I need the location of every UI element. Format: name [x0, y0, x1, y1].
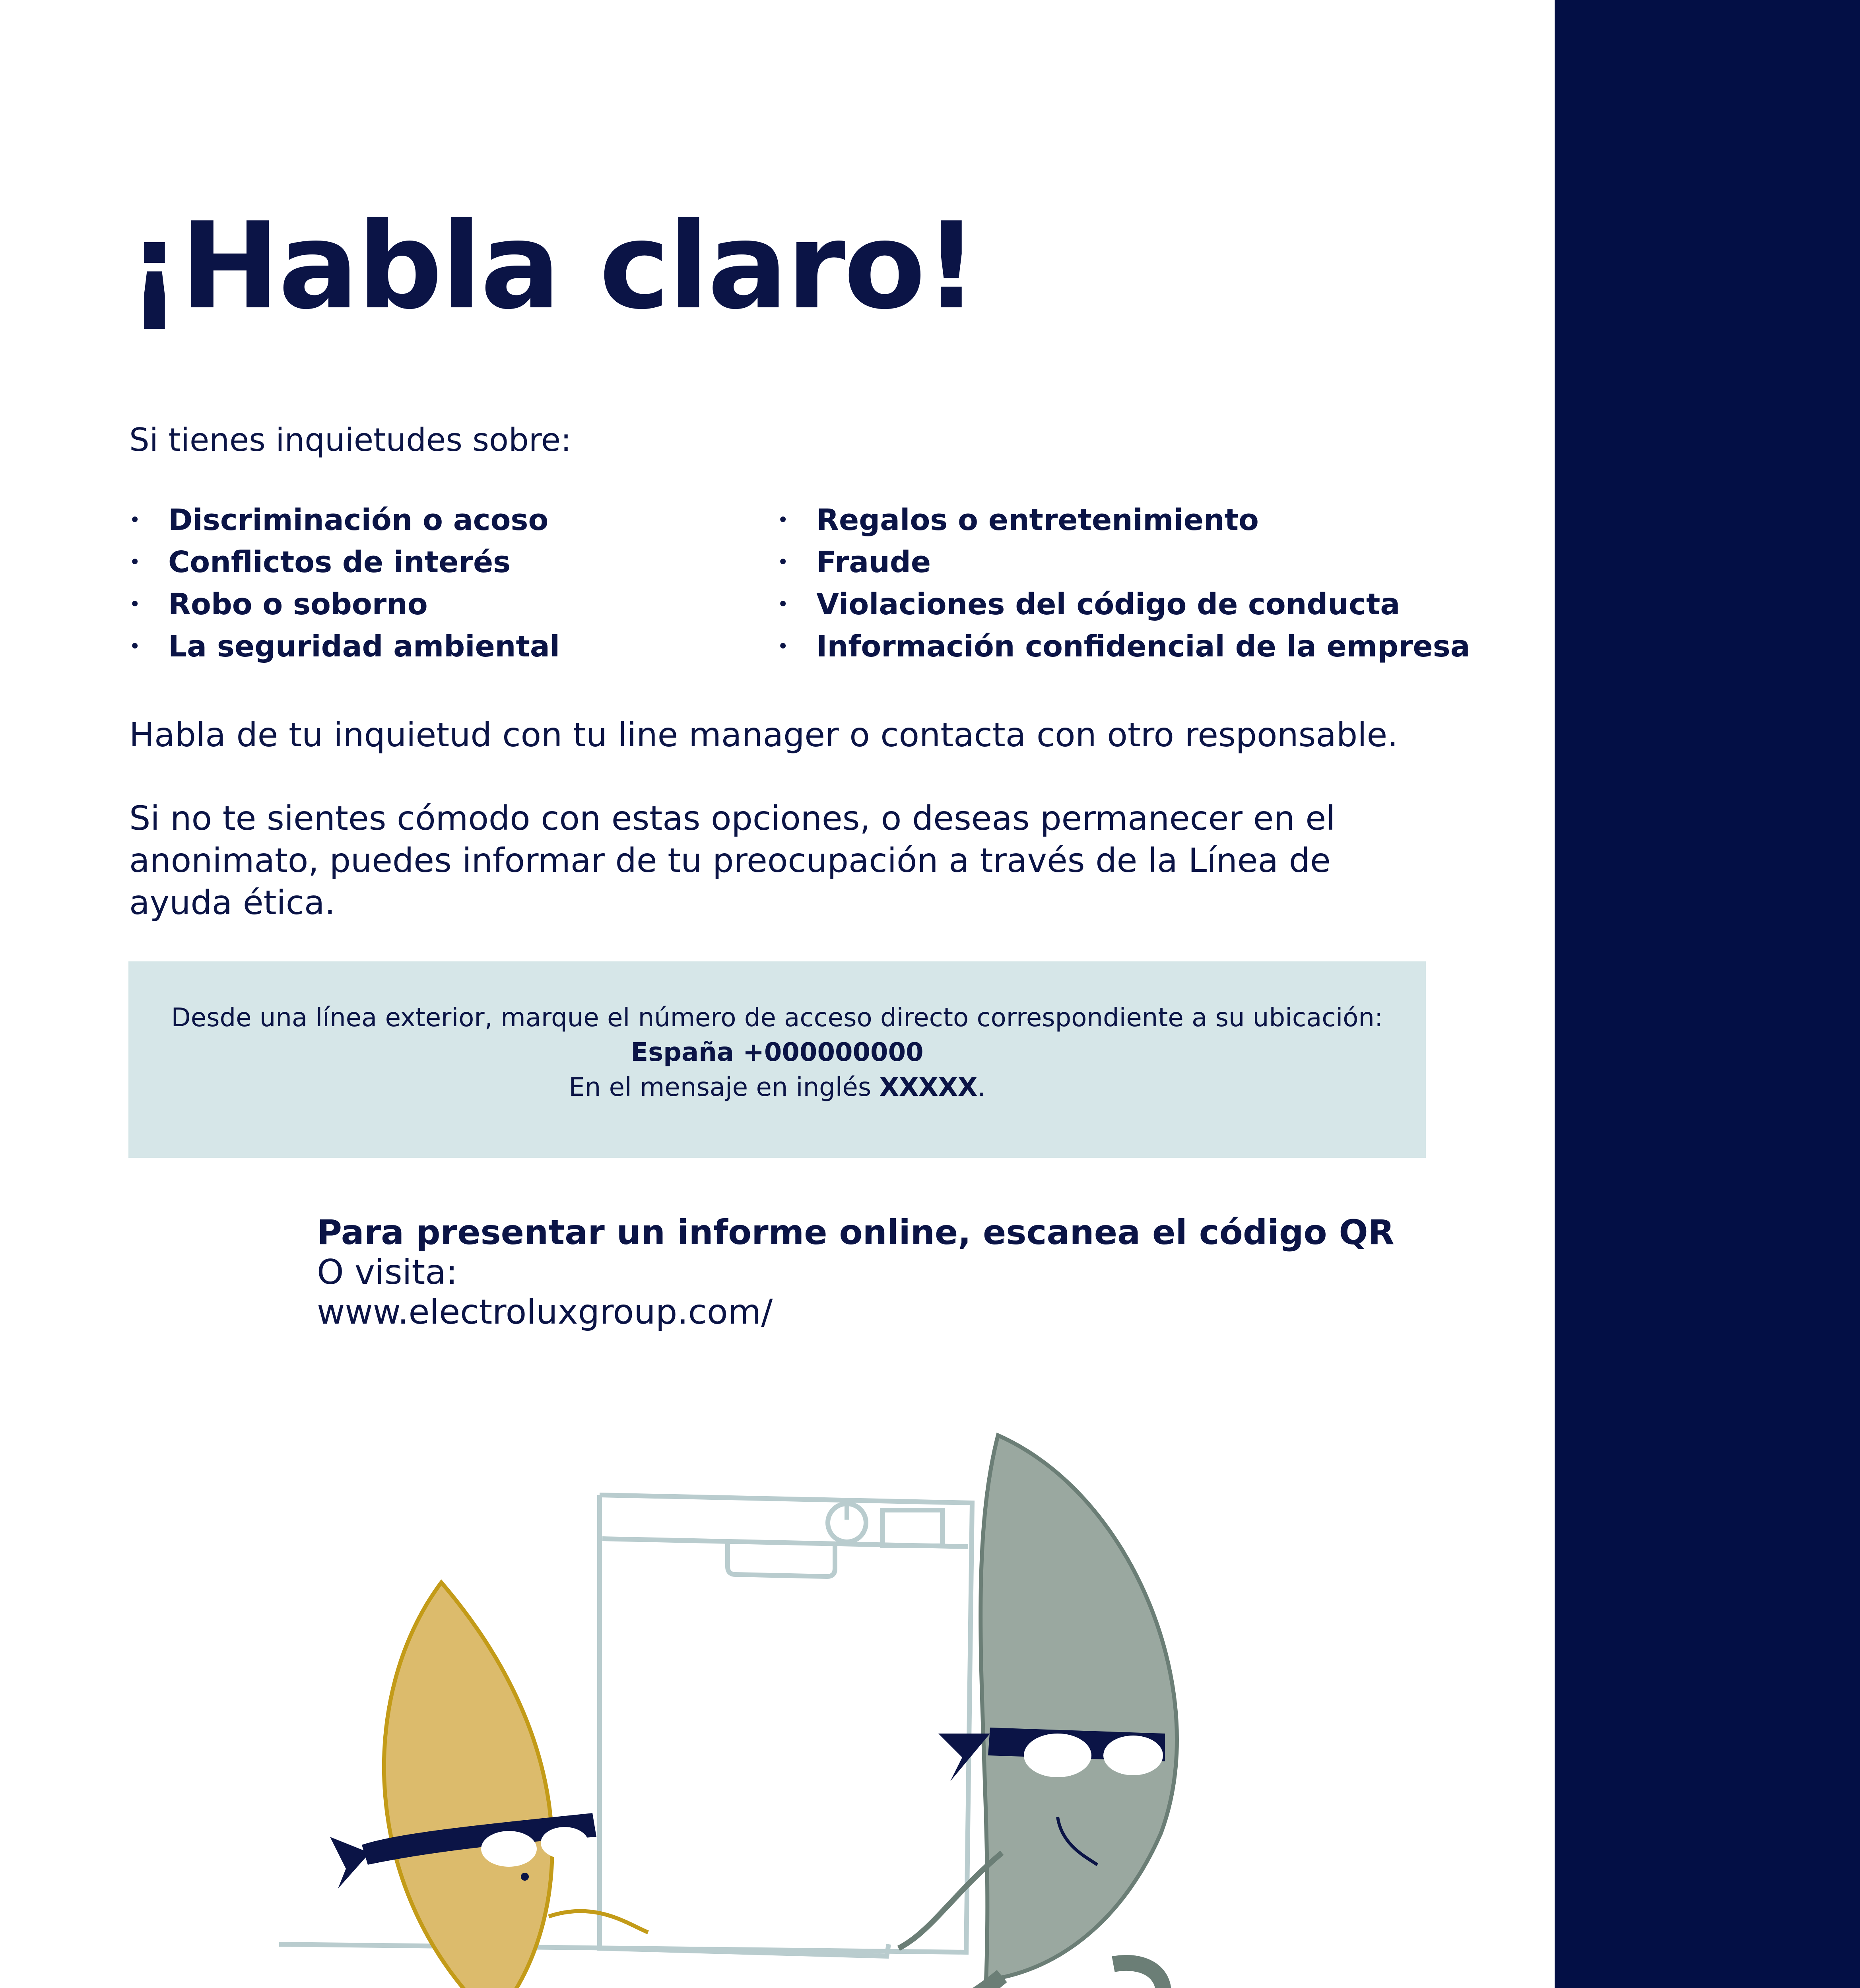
hotline-message-suffix: .	[977, 1073, 986, 1102]
online-url-link[interactable]: www.electroluxgroup.com/	[317, 1292, 773, 1332]
hotline-box	[128, 961, 1426, 1158]
right-navy-bar	[1555, 0, 1860, 1988]
list-item: • Robo o soborno	[129, 583, 560, 625]
list-item: • Regalos o entretenimiento	[777, 499, 1470, 541]
online-visit-label: O visita:	[317, 1252, 458, 1292]
list-item: • Fraude	[777, 541, 1470, 583]
list-item: • La seguridad ambiental	[129, 625, 560, 668]
list-item: • Información confidencial de la empresa	[777, 625, 1470, 668]
list-item: • Discriminación o acoso	[129, 499, 560, 541]
paragraph-line-manager: Habla de tu inquietud con tu line manager o contacta con otro responsable.	[129, 715, 1398, 754]
online-report-section	[317, 1213, 1394, 1332]
burglars-illustration	[278, 1415, 1272, 1988]
page-title: ¡Habla claro!	[127, 197, 977, 336]
hotline-number: España +000000000	[631, 1038, 924, 1067]
hotline-access-code: XXXXX	[879, 1073, 978, 1102]
hotline-message-prefix: En el mensaje en inglés	[569, 1073, 880, 1102]
concerns-list-left	[129, 499, 560, 668]
concerns-list-right	[777, 499, 1470, 668]
online-report-heading: Para presentar un informe online, escanea el código QR	[317, 1213, 1394, 1252]
list-item: • Violaciones del código de conducta	[777, 583, 1470, 625]
paragraph-ethics-line: Si no te sientes cómodo con estas opciones, o deseas permanecer en el anonimato, puedes informar de tu preocupación a través de la Línea de ayuda ética.	[129, 799, 1336, 922]
list-item: • Conflictos de interés	[129, 541, 560, 583]
dishwasher-icon	[279, 1495, 972, 1956]
intro-text: Si tienes inquietudes sobre:	[129, 421, 572, 458]
hotline-instructions: Desde una línea exterior, marque el número de acceso directo correspondiente a su ubicación:	[171, 1003, 1383, 1033]
gray-character-icon	[867, 1435, 1177, 1988]
hotline-message	[128, 1073, 1426, 1102]
